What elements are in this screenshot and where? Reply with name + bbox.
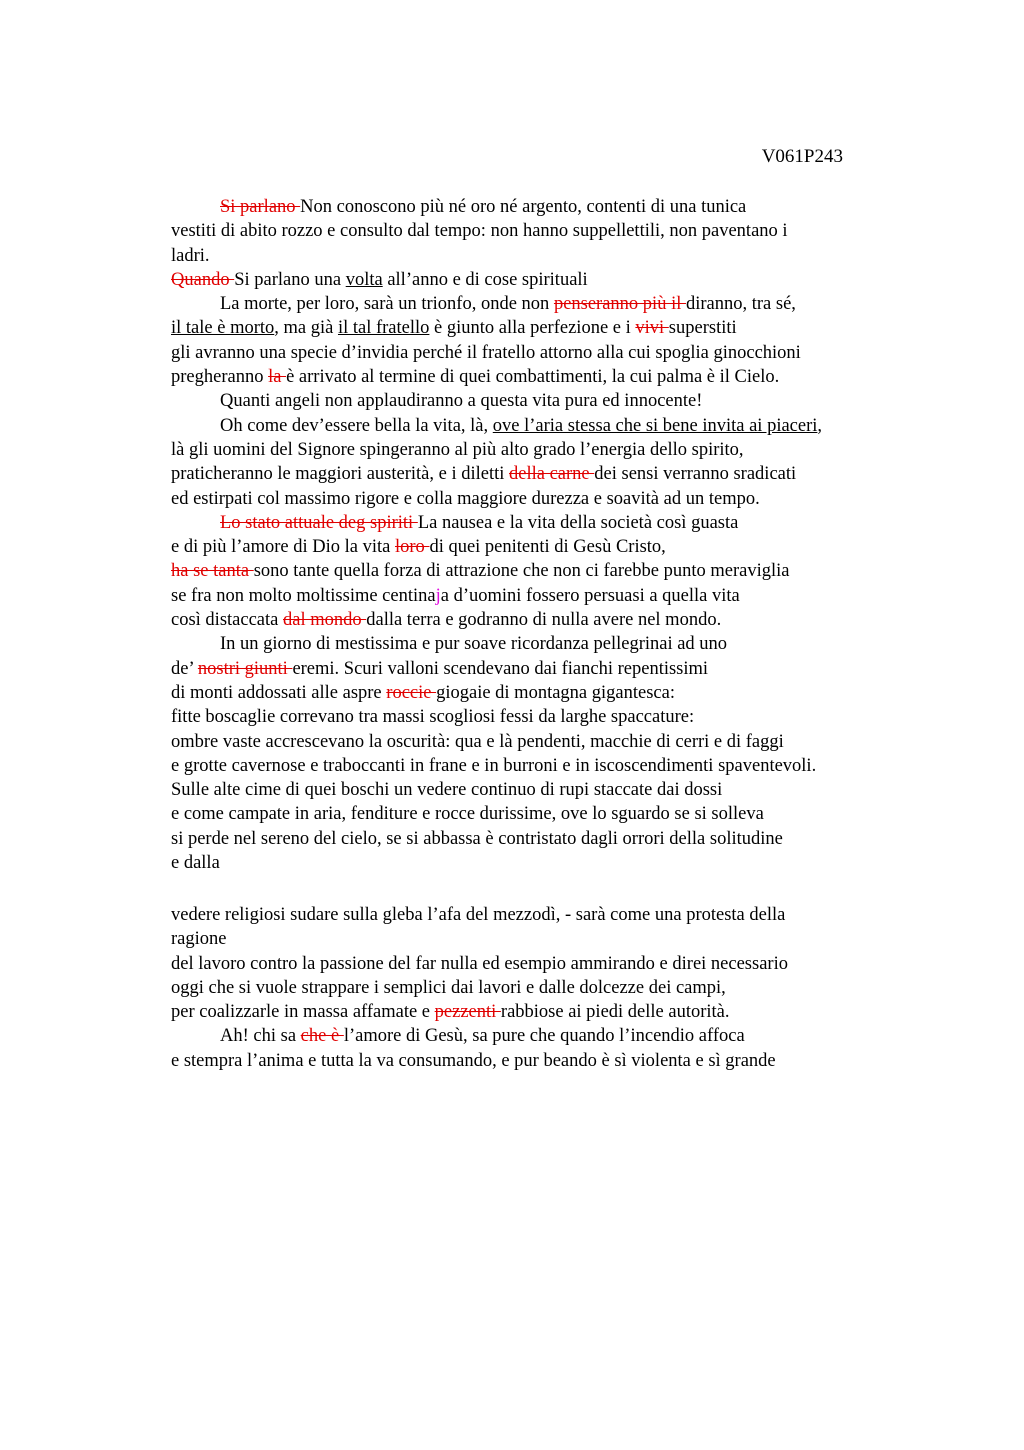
- deleted-text: ha se tanta: [171, 561, 254, 582]
- text-segment: de’: [171, 658, 198, 679]
- text-segment: Sulle alte cime di quei boschi un vedere continuo di rupi staccate dai dossi: [171, 780, 723, 801]
- text-segment: l’amore di Gesù, sa pure che quando l’incendio affoca: [343, 1026, 745, 1047]
- text-segment: In un giorno di mestissima e pur soave ricordanza pellegrinai ad uno: [220, 634, 728, 655]
- text-line: [171, 535, 901, 559]
- text-segment: e come campate in aria, fenditure e rocce durissime, ove lo sguardo se si solleva: [171, 804, 764, 825]
- text-line: [171, 632, 901, 656]
- text-line: [171, 1049, 901, 1073]
- text-segment: Ah! chi sa: [220, 1026, 301, 1047]
- text-segment: fitte boscaglie correvano tra massi scogliosi fessi da larghe spaccature:: [171, 707, 695, 728]
- text-line: [171, 244, 901, 268]
- text-segment: e di più l’amore di Dio la vita: [171, 537, 395, 558]
- text-segment: così distaccata: [171, 610, 283, 631]
- text-line: [171, 268, 901, 292]
- text-segment: là gli uomini del Signore spingeranno al più alto grado l’energia dello spirito,: [171, 439, 744, 460]
- text-line: [171, 1000, 901, 1024]
- deleted-text: penseranno più il: [553, 294, 686, 315]
- text-line: [171, 584, 901, 608]
- deleted-text: la: [268, 367, 287, 388]
- underlined-text: ove l’aria stessa che si bene invita ai piaceri: [492, 415, 818, 436]
- underlined-text: il tale è morto: [171, 318, 275, 339]
- text-line: [171, 292, 901, 316]
- text-block-1: [171, 195, 901, 875]
- text-line: [171, 851, 901, 875]
- text-segment: gli avranno una specie d’invidia perché il fratello attorno alla cui spoglia ginocchioni: [171, 342, 801, 363]
- text-line: [171, 365, 901, 389]
- text-segment: La nausea e la vita della società così guasta: [417, 512, 739, 533]
- text-segment: ladri.: [171, 245, 210, 266]
- text-segment: di quei penitenti di Gesù Cristo,: [429, 537, 666, 558]
- text-segment: superstiti: [668, 318, 737, 339]
- text-segment: diranno, tra sé,: [685, 294, 796, 315]
- text-segment: ombre vaste accrescevano la oscurità: qua e là pendenti, macchie di cerri e di faggi: [171, 731, 784, 752]
- text-line: [171, 976, 901, 1000]
- text-line: [171, 802, 901, 826]
- text-line: [171, 195, 901, 219]
- text-segment: La morte, per loro, sarà un trionfo, onde non: [220, 294, 554, 315]
- text-line: [171, 903, 901, 927]
- text-line: [171, 657, 901, 681]
- deleted-text: Quando: [171, 269, 235, 290]
- text-line: [171, 438, 901, 462]
- text-segment: vestiti di abito rozzo e consulto dal tempo: non hanno suppellettili, non paventano i: [171, 221, 788, 242]
- text-segment: Quanti angeli non applaudiranno a questa vita pura ed innocente!: [220, 391, 703, 412]
- text-segment: Oh come dev’essere bella la vita, là,: [220, 415, 493, 436]
- text-segment: vedere religiosi sudare sulla gleba l’afa del mezzodì, - sarà come una protesta della: [171, 905, 786, 925]
- deleted-text: Lo stato attuale deg spiriti: [220, 512, 418, 533]
- text-line: [171, 559, 901, 583]
- text-line: [171, 462, 901, 486]
- text-line: [171, 705, 901, 729]
- text-segment: Si parlano una: [234, 269, 346, 290]
- text-segment: è giunto alla perfezione e i: [429, 318, 636, 339]
- text-line: [171, 952, 901, 976]
- text-segment: e stempra l’anima e tutta la va consumando, e pur beando è sì violenta e sì grande: [171, 1050, 776, 1071]
- text-block-2: [171, 903, 901, 1073]
- deleted-text: vivi: [635, 318, 669, 339]
- text-segment: sono tante quella forza di attrazione che non ci farebbe punto meraviglia: [253, 561, 790, 582]
- text-segment: a d’uomini fossero persuasi a quella vita: [440, 585, 740, 606]
- deleted-text: roccie: [386, 682, 437, 703]
- text-segment: ,: [817, 415, 823, 436]
- text-segment: dei sensi verranno sradicati: [594, 464, 797, 485]
- text-segment: ragione: [171, 929, 227, 950]
- text-segment: , ma già: [274, 318, 338, 339]
- page-id: V061P243: [761, 146, 843, 167]
- text-line: [171, 608, 901, 632]
- text-segment: e grotte cavernose e traboccanti in frane e in burroni e in iscoscendimenti spaventevoli.: [171, 755, 817, 776]
- deleted-text: loro: [395, 537, 430, 558]
- underlined-text: volta: [345, 269, 383, 290]
- deleted-text: pezzenti: [434, 1002, 501, 1023]
- underlined-text: il tal fratello: [337, 318, 430, 339]
- text-line: [171, 341, 901, 365]
- text-segment: del lavoro contro la passione del far nulla ed esempio ammirando e direi necessario: [171, 953, 788, 974]
- text-line: [171, 219, 901, 243]
- text-segment: pregheranno: [171, 367, 269, 388]
- text-segment: di monti addossati alle aspre: [171, 682, 387, 703]
- text-segment: per coalizzarle in massa affamate e: [171, 1002, 435, 1023]
- text-segment: Non conoscono più né oro né argento, contenti di una tunica: [300, 197, 747, 217]
- deleted-text: Si parlano: [220, 197, 301, 217]
- text-line: [171, 487, 901, 511]
- text-segment: praticheranno le maggiori austerità, e i diletti: [171, 464, 510, 485]
- text-line: [171, 414, 901, 438]
- text-segment: è arrivato al termine di quei combattimenti, la cui palma è il Cielo.: [286, 367, 780, 388]
- text-segment: oggi che si vuole strappare i semplici dai lavori e dalle dolcezze dei campi,: [171, 977, 726, 998]
- text-segment: giogaie di montagna gigantesca:: [436, 682, 675, 703]
- text-segment: e dalla: [171, 853, 220, 874]
- text-line: [171, 754, 901, 778]
- text-segment: rabbiose ai piedi delle autorità.: [500, 1002, 730, 1023]
- deleted-text: che è: [300, 1026, 344, 1047]
- text-line: [171, 778, 901, 802]
- text-line: [171, 827, 901, 851]
- text-line: [171, 316, 901, 340]
- text-segment: all’anno e di cose spirituali: [382, 269, 588, 290]
- deleted-text: nostri giunti: [197, 658, 293, 679]
- text-segment: eremi. Scuri valloni scendevano dai fianchi repentissimi: [292, 658, 709, 679]
- text-segment: dalla terra e godranno di nulla avere nel mondo.: [366, 610, 722, 631]
- text-line: [171, 730, 901, 754]
- text-line: [171, 927, 901, 951]
- text-line: [171, 511, 901, 535]
- text-segment: se fra non molto moltissime centina: [171, 585, 436, 606]
- inserted-char: j: [435, 585, 441, 606]
- text-line: [171, 681, 901, 705]
- text-segment: si perde nel sereno del cielo, se si abbassa è contristato dagli orrori della solitudine: [171, 828, 783, 849]
- deleted-text: della carne: [509, 464, 595, 485]
- text-segment: ed estirpati col massimo rigore e colla maggiore durezza e soavità ad un tempo.: [171, 488, 760, 509]
- text-line: [171, 1024, 901, 1048]
- deleted-text: dal mondo: [282, 610, 367, 631]
- text-line: [171, 389, 901, 413]
